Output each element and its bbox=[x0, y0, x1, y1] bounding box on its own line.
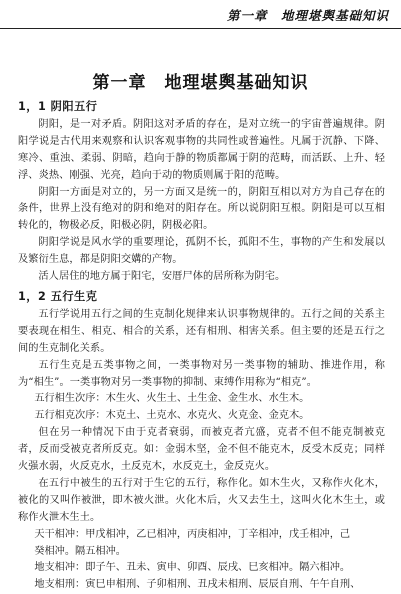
paragraph: 在五行中被生的五行对于生它的五行，称作化。如木生火，又称作火化木，被化的又叫作被泄，即木被火泄。火化木后，火又去生土，这叫火化木生土，或称作火泄木生土。 bbox=[18, 477, 385, 523]
paragraph: 但在另一种情况下由于克者衰弱，而被克者亢盛，克者不但不能克制被克者，反而受被克者所反克。如：金弱木坚，金不但不能克木，反受木反克；同样火强水弱，火反克水，土反克木，水反克土，金反克火。 bbox=[18, 427, 385, 473]
section-heading-wuxing: 1，2 五行生克 bbox=[18, 289, 98, 303]
running-header-title: 第一章 地理堪舆基础知识 bbox=[226, 8, 389, 23]
relation-line-continued: 癸相冲。隔五相冲。 bbox=[34, 545, 126, 557]
relation-line: 地支相冲：即子午、丑未、寅申、卯酉、辰戌、巳亥相冲。隔六相冲。 bbox=[34, 562, 351, 574]
paragraph: 五行学说用五行之间的生克制化规律来认识事物规律的。五行之间的关系主要表现在相生、相克、相合的关系，还有相刑、相害关系。但主要的还是五行之间的生克制化关系。 bbox=[18, 308, 385, 354]
relation-line: 地支相刑：寅巳申相刑、子卯相刑、丑戌未相刑、辰辰自刑、午午自刑、 bbox=[34, 579, 361, 591]
paragraph: 活人居住的地方属于阳宅，安厝尸体的居所称为阴宅。 bbox=[38, 271, 286, 283]
chapter-title: 第一章 地理堪舆基础知识 bbox=[92, 73, 309, 93]
relation-line: 天干相冲：甲戊相冲，乙已相冲，丙庚相冲，丁辛相冲，戊壬相冲，己 bbox=[34, 528, 351, 540]
sheng-order-line: 五行相生次序：木生火、火生土、土生金、金生水、水生木。 bbox=[34, 393, 310, 405]
paragraph: 五行生克是五类事物之间，一类事物对另一类事物的辅助、推进作用，称为“相生”。一类事物对另一类事物的抑制、束缚作用称为“相克”。 bbox=[18, 359, 385, 388]
ke-order-line: 五行相克次序：木克土、土克水、水克火、火克金、金克木。 bbox=[34, 410, 310, 422]
paragraph: 阴阳学说是风水学的重要理论，孤阴不长，孤阳不生，事物的产生和发展以及繁衍生息，都是阴阳交媾的产物。 bbox=[18, 237, 385, 266]
paragraph: 阴阳一方面是对立的，另一方面又是统一的，阴阳互相以对方为自己存在的条件，世界上没有绝对的阴和绝对的阳存在。所以说阴阳互根。阴阳是可以互相转化的，物极必反，阳极必阴，阴极必阳。 bbox=[18, 186, 385, 232]
page-body bbox=[18, 96, 385, 594]
section-heading-yinyang: 1，1 阴阳五行 bbox=[18, 100, 98, 113]
paragraph: 阴阳，是一对矛盾。阴阳这对矛盾的存在，是对立统一的宇宙普遍规律。阴阳学说是古代用来观察和认识客观事物的共同性或普遍性。凡属于沉静、下降、寒冷、重浊、柔弱、阴暗，趋向于静的物质都属于阴的范畴，而活跃、上升、轻浮、炎热、刚强、光亮，趋向于动的物质则属于阳的范畴。 bbox=[18, 118, 385, 181]
running-header bbox=[0, 0, 401, 29]
